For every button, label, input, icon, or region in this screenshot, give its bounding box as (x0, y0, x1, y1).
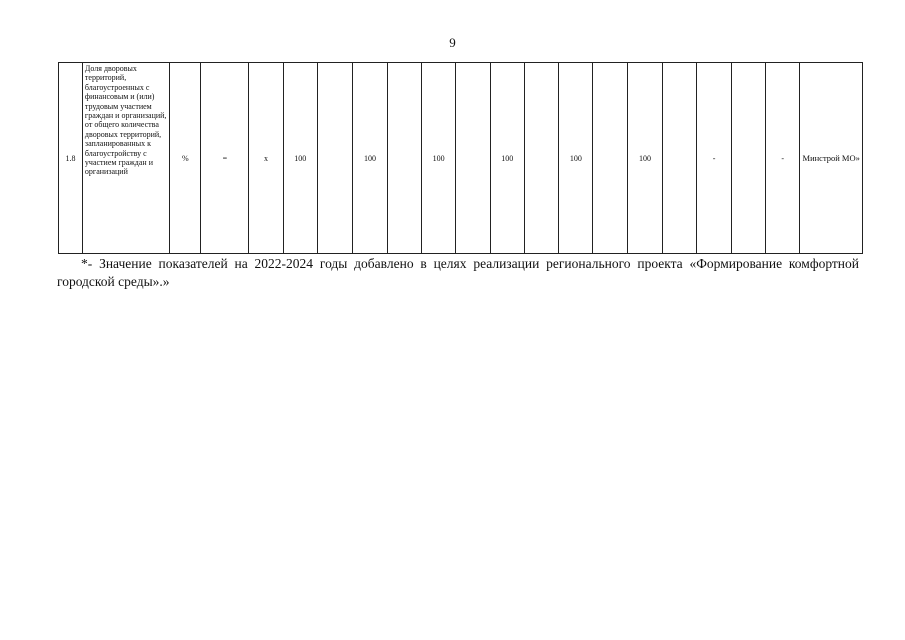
value-cell: 100 (283, 63, 317, 254)
value-cell (387, 63, 421, 254)
value-cell: 100 (627, 63, 662, 254)
value-cell (663, 63, 697, 254)
row-number: 1.8 (59, 63, 83, 254)
value-cell: 100 (559, 63, 593, 254)
value-cell (731, 63, 765, 254)
value-cell: 100 (353, 63, 387, 254)
footnote: *- Значение показателей на 2022-2024 годы добавлено в целях реализации регионального проекта «Формирование комфортной городской среды».» (57, 256, 859, 289)
page-number: 9 (449, 35, 456, 50)
table-row (59, 63, 863, 254)
mark-cell: x (249, 63, 283, 254)
value-cell (524, 63, 558, 254)
value-cell: - (766, 63, 800, 254)
indicator-table (58, 62, 863, 254)
responsible-cell: Минстрой МО» (800, 63, 863, 254)
value-cell: - (697, 63, 731, 254)
value-cell: 100 (490, 63, 524, 254)
value-cell (317, 63, 352, 254)
value-cell (456, 63, 490, 254)
sign-cell: = (201, 63, 249, 254)
value-cell: 100 (421, 63, 455, 254)
unit-cell: % (170, 63, 201, 254)
value-cell (593, 63, 627, 254)
indicator-name: Доля дворовых территорий, благоустроенных с финансовым и (или) трудовым участием граждан и организаций, от общего количества дворовых территорий, запланированных к благоустройству с участием граждан и организаций (82, 63, 169, 254)
